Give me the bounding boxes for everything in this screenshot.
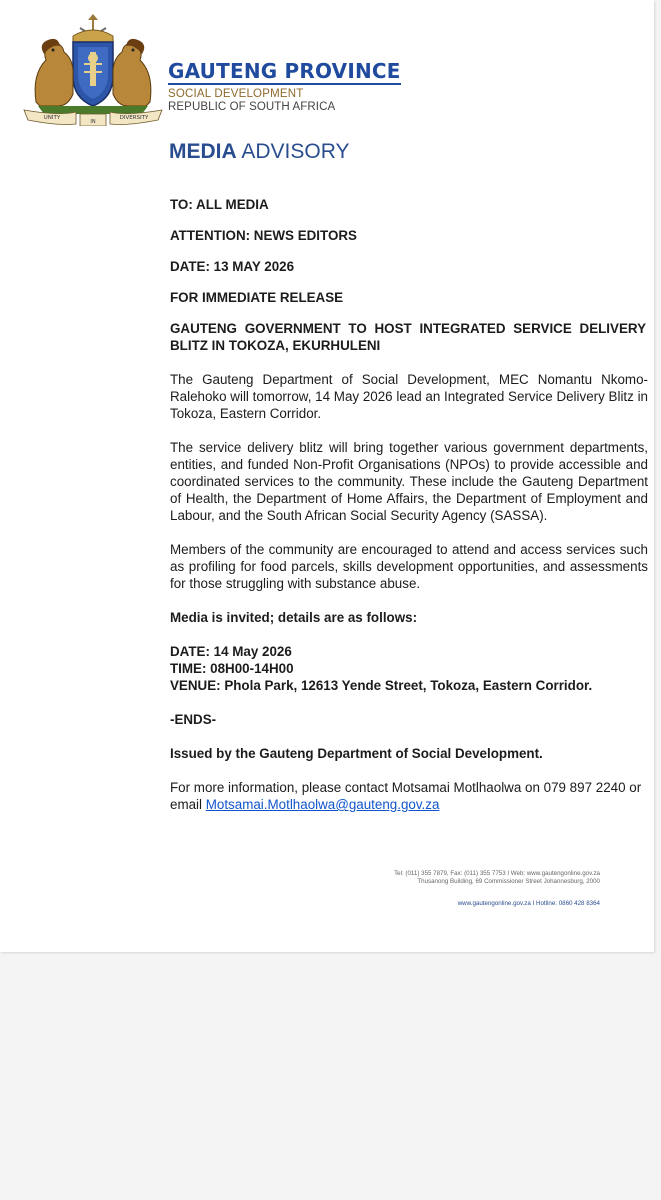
footer-contact-line: Tel: (011) 355 7879, Fax: (011) 355 7753 I Web: www.gautengonline.gov.za bbox=[394, 870, 600, 877]
motto-diversity: DIVERSITY bbox=[119, 115, 149, 121]
event-date: DATE: 14 May 2026 bbox=[170, 644, 292, 659]
department-name: SOCIAL DEVELOPMENT bbox=[168, 88, 304, 100]
release-line: FOR IMMEDIATE RELEASE bbox=[170, 290, 344, 305]
motto-in: IN bbox=[90, 119, 96, 125]
event-time: TIME: 08H00-14H00 bbox=[170, 661, 294, 676]
contact-email-link[interactable]: Motsamai.Motlhaolwa@gauteng.gov.za bbox=[205, 797, 440, 812]
contact-info bbox=[170, 779, 648, 813]
coat-of-arms-logo bbox=[18, 14, 168, 126]
motto-unity: UNITY bbox=[43, 115, 61, 121]
media-invite-line: Media is invited; details are as follows: bbox=[170, 610, 418, 625]
paragraph-services: The service delivery blitz will bring together various government departments, entities, and funded Non-Profit Organisations (NPOs) to provide accessible and coordinated services to the community. These include the Gauteng Department of Health, the Department of Home Affairs, the Department of Employment and Labour, and the South African Social Security Agency (SASSA). bbox=[170, 440, 648, 523]
to-line: TO: ALL MEDIA bbox=[170, 197, 269, 212]
footer-address-line: Thusanong Building, 69 Commissioner Street Johannesburg, 2000 bbox=[417, 878, 600, 885]
letterhead bbox=[168, 60, 401, 114]
paragraph-intro: The Gauteng Department of Social Development, MEC Nomantu Nkomo-Ralehoko will tomorrow, 14 May 2026 lead an Integrated Service Delivery Blitz in Tokoza, Eastern Corridor. bbox=[170, 372, 648, 421]
document-type-title bbox=[169, 140, 350, 164]
headline: GAUTENG GOVERNMENT TO HOST INTEGRATED SERVICE DELIVERY BLITZ IN TOKOZA, EKURHULENI bbox=[170, 321, 646, 353]
event-venue: VENUE: Phola Park, 12613 Yende Street, Tokoza, Eastern Corridor. bbox=[170, 678, 593, 693]
contact-text: For more information, please contact Motsamai Motlhaolwa on 079 897 2240 or email bbox=[170, 780, 642, 812]
ends-marker: -ENDS- bbox=[170, 712, 217, 727]
country-name: REPUBLIC OF SOUTH AFRICA bbox=[168, 101, 336, 113]
doc-type-bold: MEDIA bbox=[169, 140, 237, 163]
paragraph-community: Members of the community are encouraged to attend and access services such as profiling for food parcels, skills development opportunities, and assessments for those struggling with substance abuse. bbox=[170, 542, 648, 591]
org-name: GAUTENG PROVINCE bbox=[168, 59, 401, 83]
issued-by: Issued by the Gauteng Department of Social Development. bbox=[170, 746, 543, 761]
advisory-body bbox=[170, 196, 648, 813]
doc-type-rest: ADVISORY bbox=[241, 140, 350, 163]
footer-hotline: www.gautengonline.gov.za I Hotline: 0860 428 8364 bbox=[457, 900, 600, 907]
date-line: DATE: 13 MAY 2026 bbox=[170, 259, 295, 274]
footer-address bbox=[394, 870, 600, 886]
attention-line: ATTENTION: NEWS EDITORS bbox=[170, 228, 357, 243]
